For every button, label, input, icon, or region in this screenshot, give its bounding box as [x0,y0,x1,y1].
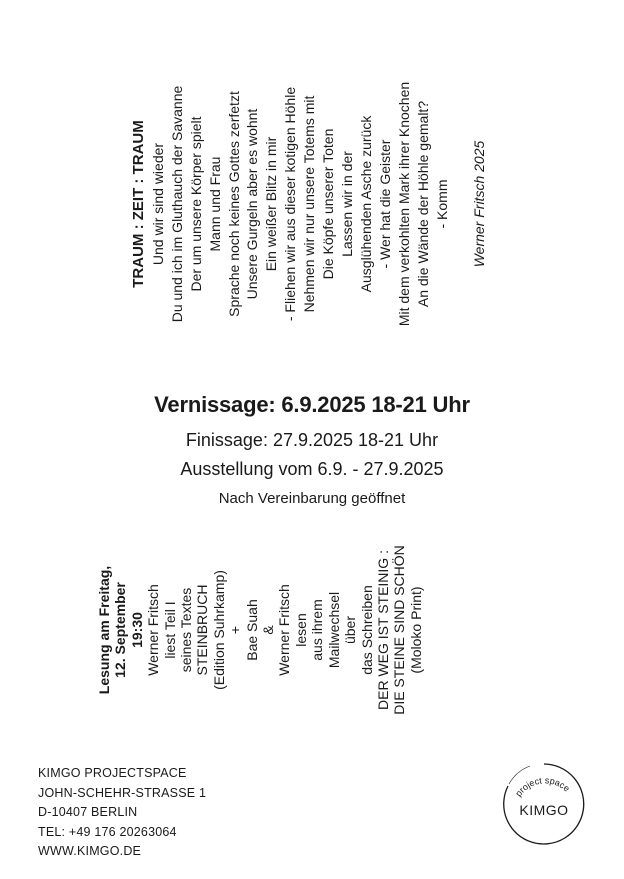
reading-line: DIE STEINE SIND SCHÖN [391,545,408,715]
opening-note: Nach Vereinbarung geöffnet [218,490,406,507]
reading-part-1 [145,530,227,730]
reading-line: über [342,615,359,645]
reading-part-2 [244,530,375,730]
reading-line: DER WEG IST STEINIG : [374,550,391,710]
poem-line: - Fliehen wir aus dieser kotigen Höhle [282,86,299,322]
kimgo-logo [500,760,588,848]
poem-line: Der um unsere Körper spielt [187,116,204,292]
poem-line: Ein weißer Blitz in mir [263,136,280,272]
address-city: D-10407 BERLIN [38,805,138,819]
logo-subtitle: project space [513,775,572,799]
poem-line: Mit dem verkohlten Mark ihrer Knochen [395,81,412,327]
reading-heading [96,530,145,730]
poem-signature: Werner Fritsch 2025 [471,140,488,268]
poem-line: - Komm [433,179,450,229]
reading-line: (Edition Suhrkamp) [210,570,227,690]
address-name: KIMGO PROJECTSPACE [38,766,187,780]
address-phone: TEL: +49 176 20263064 [38,824,177,839]
reading-line: Mailwechsel [325,591,342,669]
reading-line: STEINBRUCH [194,584,211,676]
reading-heading-line: 12. September [112,582,129,678]
reading-line: (Moloko Print) [407,586,424,674]
event-info [0,392,624,507]
reading-line: lesen [292,613,309,647]
address-block [38,764,206,862]
logo-name: KIMGO [519,802,569,818]
reading-plus: + [227,625,244,635]
poem-line: Ausglühenden Asche zurück [357,115,374,293]
exhibition-period: Ausstellung vom 6.9. - 27.9.2025 [180,459,444,479]
poem-line: Mann und Frau [206,156,223,252]
reading-line: das Schreiben [358,585,375,675]
poem-line: Lassen wir in der [338,151,355,257]
reading-part-3 [375,530,424,730]
poem-line: Du und ich im Gluthauch der Savanne [168,85,185,323]
reading-line: Werner Fritsch [145,584,162,676]
reading-line: Werner Fritsch [276,584,293,676]
reading-line: aus ihrem [309,599,326,661]
poem-line: Und wir sind wieder [149,142,166,266]
reading-heading-line: 19:30 [128,612,145,648]
reading-line: Bae Suah [243,599,260,661]
reading-line: liest Teil I [161,601,178,659]
address-website: WWW.KIMGO.DE [38,844,142,858]
poem-section [130,44,510,364]
finissage-date: Finissage: 27.9.2025 18-21 Uhr [185,430,439,450]
reading-heading-line: Lesung am Freitag, [96,565,112,695]
reading-line: seines Textes [178,587,195,673]
reading-section [96,530,526,730]
poem [130,44,510,364]
poem-line: - Wer hat die Geister [376,139,393,269]
poem-line: Die Köpfe unserer Toten [320,128,337,280]
poem-line: Unsere Gurgeln aber es wohnt [244,108,261,300]
reading-line: & [260,625,277,635]
vernissage-date: Vernissage: 6.9.2025 18-21 Uhr [154,392,470,417]
address-street: JOHN-SCHEHR-STRASSE 1 [38,785,207,800]
poem-line: An die Wände der Höhle gemalt? [414,100,431,308]
poem-line: Sprache noch keines Gottes zerfetzt [225,91,242,317]
poem-line: Nehmen wir nur unsere Totems mit [301,95,318,313]
poem-title: TRAUM : ZEIT : TRAUM [130,120,147,288]
reading-text [96,530,526,730]
